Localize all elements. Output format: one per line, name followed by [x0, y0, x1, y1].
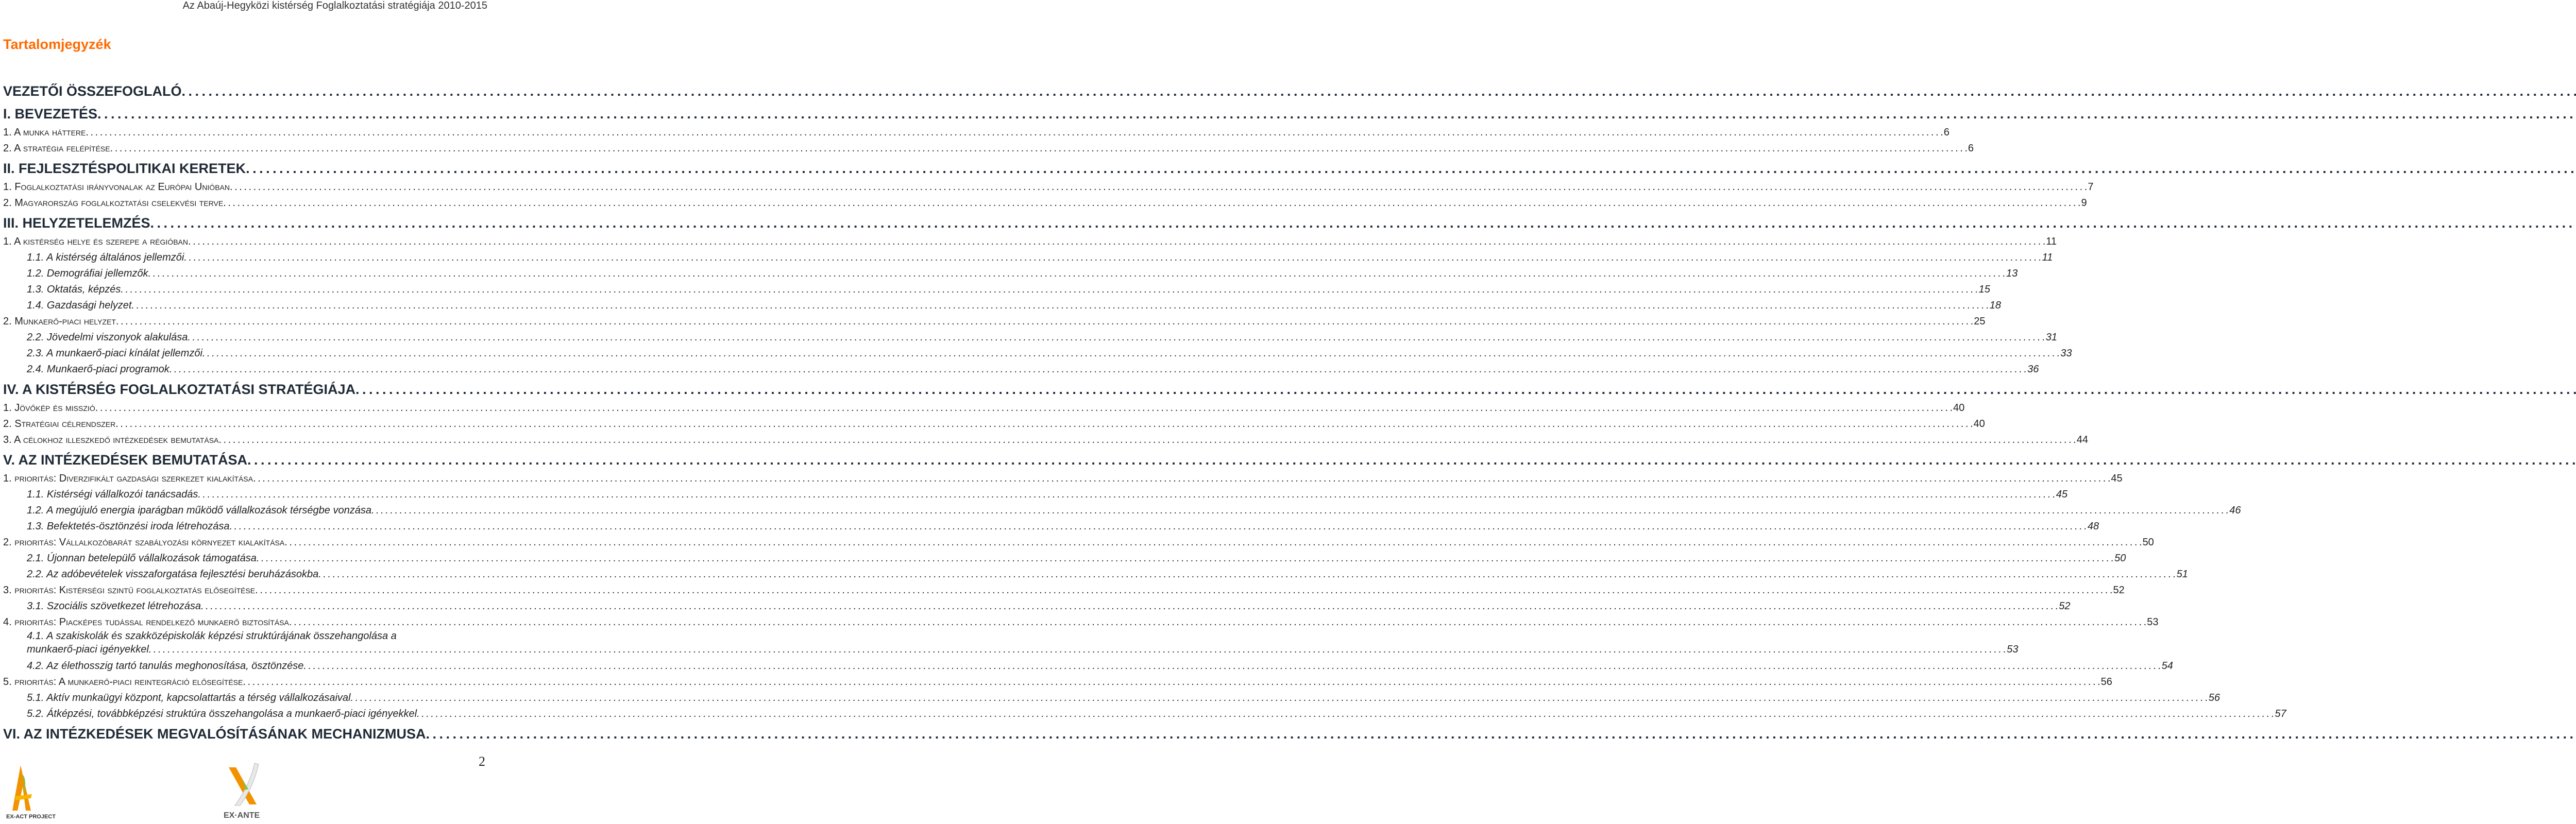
toc-entry-level-3[interactable] — [3, 689, 2221, 705]
toc-entry-label: 3. A célokhoz illeszkedő intézkedések bemutatása — [3, 434, 219, 445]
toc-entry-page: 48 — [2087, 521, 2099, 532]
toc-entry-level-2[interactable] — [3, 415, 1985, 431]
page-number: 2 — [479, 754, 485, 769]
toc-entry-label: 2. Munkaerő-piaci helyzet — [3, 316, 116, 327]
toc-leader-dots — [255, 583, 2112, 597]
logo-right-text: EX·ANTE — [224, 811, 260, 820]
toc-leader-dots — [355, 380, 2576, 399]
toc-entry-page: 36 — [2027, 364, 2039, 375]
toc-entry-label: 2.4. Munkaerő-piaci programok — [27, 364, 170, 375]
toc-entry-page: 56 — [2208, 692, 2221, 703]
toc-entry-label: 2. A stratégia felépítése — [3, 143, 110, 154]
toc-entry-label: 1.1. Kistérségi vállalkozói tanácsadás — [27, 489, 198, 500]
toc-leader-dots — [371, 503, 2228, 518]
toc-entry-label: 2.2. Jövedelmi viszonyok alakulása — [27, 332, 188, 343]
toc-leader-dots — [230, 180, 2087, 194]
toc-entry-level-3[interactable] — [3, 518, 2099, 534]
toc-entry-level-3[interactable] — [3, 502, 2241, 518]
toc-entry-label: I. BEVEZETÉS — [3, 106, 98, 122]
toc-entry-page: 57 — [2275, 708, 2286, 719]
toc-entry-page: 54 — [2161, 660, 2173, 672]
toc-entry-label: 2.1. Újonnan betelepülő vállalkozások támogatása — [27, 553, 257, 564]
toc-entry-page: 9 — [2081, 197, 2087, 209]
toc-entry-label: VEZETŐI ÖSSZEFOGLALÓ — [3, 83, 182, 99]
toc-entry-label: 3. prioritás: Kistérségi szintű foglalkoztatás elősegítése — [3, 585, 256, 596]
toc-entry-page: 50 — [2114, 553, 2126, 564]
toc-entry-page: 7 — [2088, 181, 2094, 193]
toc-entry-page: 46 — [2229, 505, 2241, 516]
toc-entry-label: 1.3. Oktatás, képzés — [27, 284, 121, 295]
toc-entry-label: 1.2. A megújuló energia iparágban működő vállalkozások térségbe vonzása — [27, 505, 371, 516]
toc-entry-level-2[interactable] — [3, 194, 2087, 210]
toc-entry-label: II. FEJLESZTÉSPOLITIKAI KERETEK — [3, 161, 246, 176]
toc-entry-label: 1.1. A kistérség általános jellemzői — [27, 252, 184, 263]
toc-entry-label: 5.1. Aktív munkaügyi központ, kapcsolattartás a térség vállalkozásaival — [27, 692, 351, 703]
toc-entry-level-3[interactable] — [3, 345, 2072, 360]
toc-entry-level-1[interactable] — [3, 447, 486, 470]
toc-entry-level-3[interactable] — [3, 329, 2057, 345]
toc-entry-page: 6 — [1943, 127, 1950, 138]
toc-leader-dots — [246, 159, 2576, 178]
toc-entry-label: 2. Magyarország foglalkoztatási cselekvési terve — [3, 197, 224, 209]
toc-entry-level-2[interactable] — [3, 313, 1986, 329]
toc-entry-page: 13 — [2006, 268, 2018, 279]
toc-entry-level-3[interactable] — [3, 629, 2019, 657]
toc-leader-dots — [202, 346, 2059, 360]
toc-entry-page: 31 — [2045, 332, 2057, 343]
toc-entry-level-3[interactable] — [3, 550, 2126, 565]
logo-left-text: EX-ACT PROJECT — [6, 814, 56, 820]
toc-entry-page: 56 — [2100, 676, 2112, 688]
toc-entry-level-3[interactable] — [3, 657, 2173, 673]
running-header: Az Abaúj-Hegyközi kistérség Foglalkoztatási stratégiája 2010-2015 — [182, 0, 487, 11]
toc-leader-dots — [182, 81, 2576, 101]
toc-entry-level-2[interactable] — [3, 431, 2088, 447]
toc-entry-level-1[interactable] — [3, 721, 486, 744]
toc-leader-dots — [150, 213, 2576, 233]
toc-entry-label: 2. Stratégiai célrendszer — [3, 418, 116, 430]
toc-entry-label: V. AZ INTÉZKEDÉSEK BEMUTATÁSA — [3, 452, 248, 468]
table-of-contents — [3, 78, 2286, 744]
toc-leader-dots — [253, 471, 2110, 486]
toc-leader-dots — [218, 433, 2075, 447]
toc-leader-dots — [110, 141, 1967, 156]
toc-leader-dots — [115, 417, 1972, 431]
toc-entry-level-3[interactable] — [3, 486, 2067, 502]
toc-entry-label: IV. A KISTÉRSÉG FOGLALKOZTATÁSI STRATÉGIÁJA — [3, 382, 356, 397]
toc-entry-level-3[interactable] — [3, 249, 2053, 265]
toc-entry-label: VI. AZ INTÉZKEDÉSEK MEGVALÓSÍTÁSÁNAK MECHANIZMUSA — [3, 726, 426, 742]
toc-leader-dots — [121, 282, 1977, 297]
toc-entry-label: 1.4. Gazdasági helyzet — [27, 300, 132, 311]
toc-entry-page: 40 — [1973, 418, 1985, 430]
toc-leader-dots — [223, 196, 2080, 210]
toc-leader-dots — [243, 675, 2099, 689]
toc-entry-level-3[interactable] — [3, 281, 1990, 297]
toc-entry-level-2[interactable] — [3, 140, 1974, 156]
toc-leader-dots — [86, 125, 1942, 140]
toc-leader-dots — [97, 104, 2576, 124]
toc-entry-level-2[interactable] — [3, 673, 2112, 689]
toc-entry-page: 53 — [2007, 644, 2019, 655]
toc-entry-level-2[interactable] — [3, 581, 2125, 597]
toc-leader-dots — [116, 314, 1973, 329]
ex-act-project-logo-icon — [5, 760, 57, 821]
toc-entry-level-1[interactable] — [3, 210, 486, 233]
toc-entry-label: 2.3. A munkaerő-piaci kínálat jellemzői — [27, 348, 202, 359]
toc-entry-page: 11 — [2042, 252, 2053, 263]
toc-entry-level-3[interactable] — [3, 705, 2286, 721]
toc-entry-label: 1. Jövőkép és misszió — [3, 402, 95, 414]
toc-entry-label: III. HELYZETELEMZÉS — [3, 215, 150, 231]
toc-entry-page: 52 — [2059, 600, 2071, 612]
toc-entry-level-3[interactable] — [3, 597, 2071, 613]
toc-leader-dots — [284, 535, 2141, 550]
toc-entry-level-2[interactable] — [3, 178, 2094, 194]
toc-entry-label: 4.2. Az élethosszig tartó tanulás meghonosítása, ösztönzése — [27, 660, 304, 672]
ex-ante-logo-icon — [219, 758, 271, 821]
toc-entry-label: 1.2. Demográfiai jellemzők — [27, 268, 148, 279]
toc-leader-dots — [303, 659, 2160, 673]
toc-leader-dots — [318, 567, 2175, 581]
toc-entry-level-2[interactable] — [3, 613, 2159, 629]
toc-entry-page: 44 — [2076, 434, 2088, 445]
toc-entry-label: 3.1. Szociális szövetkezet létrehozása — [27, 600, 201, 612]
toc-leader-dots — [201, 599, 2058, 613]
toc-entry-level-1[interactable] — [3, 376, 486, 399]
toc-entry-label-continued: munkaerő-piaci igényekkel — [27, 644, 149, 655]
toc-entry-label: 4. prioritás: Piacképes tudással rendelkező munkaerő biztosítása — [3, 616, 289, 628]
toc-entry-page: 6 — [1968, 143, 1974, 154]
toc-leader-dots — [417, 707, 2274, 721]
toc-title: Tartalomjegyzék — [3, 37, 111, 52]
toc-leader-dots — [188, 234, 2045, 249]
toc-leader-dots — [289, 615, 2146, 629]
toc-entry-level-2[interactable] — [3, 470, 2123, 486]
toc-entry-label: 1.3. Befektetés-ösztönzési iroda létrehozása — [27, 521, 230, 532]
toc-entry-label: 1. A kistérség helye és szerepe a régióban — [3, 236, 188, 247]
toc-entry-label: 1. prioritás: Diverzifikált gazdasági szerkezet kialakítása — [3, 473, 253, 484]
toc-entry-label: 5.2. Átképzési, továbbképzési struktúra összehangolása a munkaerő-piaci igényekkel — [27, 708, 417, 719]
toc-leader-dots — [148, 266, 2005, 281]
toc-leader-dots — [257, 551, 2113, 565]
toc-leader-dots — [149, 643, 2006, 656]
toc-entry-label: 2. prioritás: Vállalkozóbarát szabályozási környezet kialakítása — [3, 537, 285, 548]
toc-entry-page: 50 — [2142, 537, 2154, 548]
toc-entry-page: 18 — [1989, 300, 2002, 311]
toc-leader-dots — [95, 401, 1952, 415]
toc-entry-page: 53 — [2147, 616, 2159, 628]
toc-leader-dots — [247, 450, 2576, 470]
toc-entry-level-1[interactable] — [3, 78, 486, 101]
toc-leader-dots — [131, 298, 1988, 313]
toc-entry-level-3[interactable] — [3, 565, 2188, 581]
toc-entry-page: 40 — [1953, 402, 1965, 414]
toc-leader-dots — [350, 691, 2207, 705]
toc-leader-dots — [184, 250, 2041, 265]
toc-leader-dots — [230, 519, 2087, 534]
toc-entry-level-1[interactable] — [3, 101, 486, 124]
toc-leader-dots — [198, 487, 2055, 502]
toc-entry-level-3[interactable] — [3, 265, 2018, 281]
toc-entry-page: 45 — [2111, 473, 2123, 484]
toc-entry-level-1[interactable] — [3, 156, 486, 178]
toc-entry-label: 1. Foglalkoztatási irányvonalak az Európai Unióban — [3, 181, 230, 193]
toc-entry-label: 5. prioritás: A munkaerő-piaci reintegráció elősegítése — [3, 676, 243, 688]
toc-leader-dots — [188, 330, 2044, 345]
toc-entry-level-2[interactable] — [3, 124, 1950, 140]
toc-entry-label: 4.1. A szakiskolák és szakközépiskolák képzési struktúrájának összehangolása a — [27, 630, 397, 642]
toc-entry-level-2[interactable] — [3, 233, 2057, 249]
toc-entry-page: 33 — [2060, 348, 2072, 359]
toc-entry-page: 52 — [2113, 585, 2125, 596]
toc-entry-level-2[interactable] — [3, 534, 2154, 550]
toc-entry-page: 51 — [2176, 569, 2188, 580]
toc-entry-page: 45 — [2056, 489, 2067, 500]
toc-entry-page: 15 — [1978, 284, 1990, 295]
toc-leader-dots — [426, 724, 2576, 744]
toc-entry-page: 11 — [2046, 236, 2057, 247]
toc-entry-level-3[interactable] — [3, 297, 2002, 313]
toc-entry-page: 25 — [1974, 316, 1986, 327]
toc-leader-dots — [170, 362, 2026, 376]
toc-entry-level-2[interactable] — [3, 399, 1965, 415]
toc-entry-level-3[interactable] — [3, 360, 2039, 376]
toc-entry-label: 2.2. Az adóbevételek visszaforgatása fejlesztési beruházásokba — [27, 569, 319, 580]
toc-entry-label: 1. A munka háttere — [3, 127, 86, 138]
